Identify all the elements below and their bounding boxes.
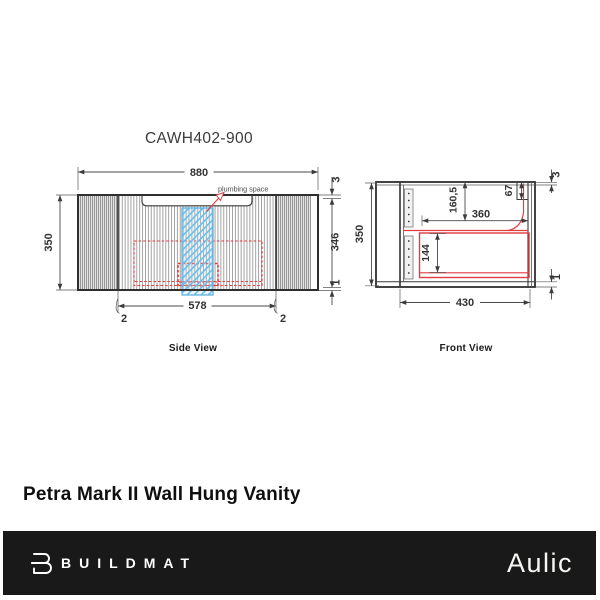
- buildmat-wordmark: BUILDMAT: [61, 555, 198, 571]
- dim-side-top-gap: 3: [330, 176, 343, 183]
- panel-edge-gap: [311, 196, 317, 289]
- side-view-label: Side View: [168, 343, 218, 354]
- dim-side-overall-width: 880: [189, 166, 209, 179]
- drawer-box-outline: [404, 184, 530, 278]
- dim-side-bottom-gap: 1: [330, 279, 343, 286]
- dim-front-top-gap: 3: [550, 171, 563, 178]
- aulic-logo: Aulic: [506, 547, 573, 578]
- footer-bar: [3, 531, 596, 595]
- dim-front-back-rail: 67: [503, 184, 515, 197]
- plumbing-space-note: plumbing space: [218, 184, 269, 194]
- dim-front-overall-height: 350: [354, 224, 366, 244]
- fluted-panel-left: [78, 195, 118, 290]
- dim-front-bottom-gap: 1: [551, 273, 563, 281]
- dim-front-opening-depth: 360: [471, 208, 491, 221]
- front-view: [354, 170, 563, 355]
- dim-side-overall-height: 350: [43, 233, 55, 252]
- dim-front-top-offset: 160,5: [447, 186, 460, 214]
- front-view-label: Front View: [439, 343, 493, 354]
- buildmat-brand: [26, 549, 197, 577]
- plumbing-space-hatch: [182, 208, 213, 295]
- top-recess-notch: [142, 196, 252, 206]
- dim-side-panel-left: 2: [120, 313, 128, 325]
- dim-front-depth: 430: [455, 296, 475, 309]
- dim-front-drawer-height: 144: [420, 244, 432, 262]
- dim-side-body-height: 346: [329, 232, 342, 252]
- side-view: [43, 166, 343, 355]
- dim-side-panel-right: 2: [279, 313, 287, 325]
- hinge-plates: [405, 189, 414, 279]
- back-rail-step: [517, 182, 528, 200]
- dim-side-opening-width: 578: [188, 299, 207, 312]
- side-view-body: [78, 195, 318, 295]
- product-title: Petra Mark II Wall Hung Vanity: [23, 484, 301, 505]
- model-number: CAWH402-900: [144, 130, 254, 147]
- buildmat-logo-icon: [26, 549, 54, 577]
